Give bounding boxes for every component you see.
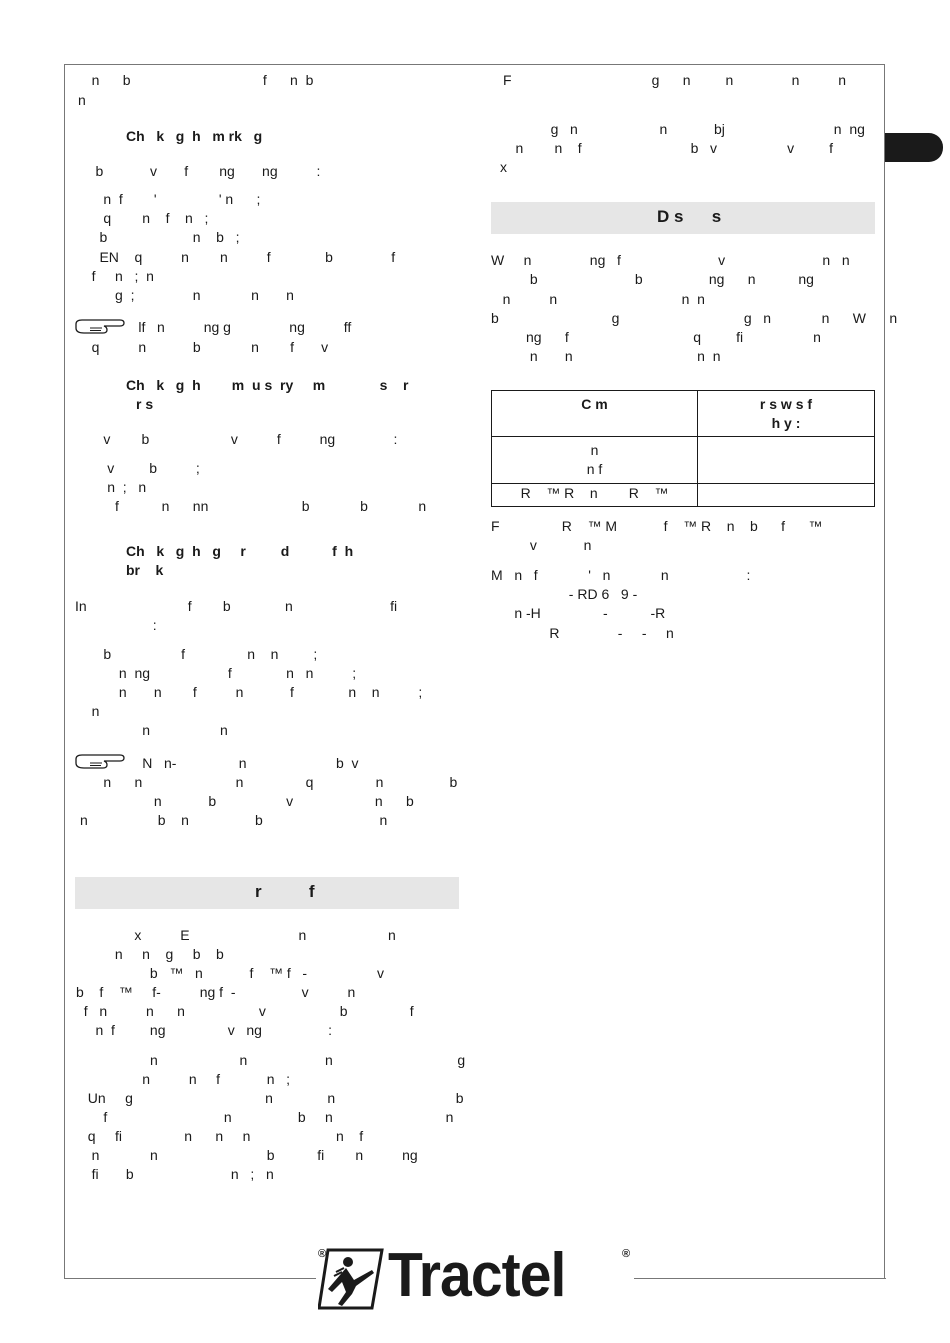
right-para1-2: b b ng n ng (491, 271, 814, 287)
section2-para-6: n f ng v ng : (76, 1022, 332, 1038)
list-item: n n n g (80, 1052, 466, 1068)
right-para1-6: n n n n (491, 348, 721, 364)
checking-marking-intro: b v f ng ng : (80, 163, 321, 179)
section2-para-1: x E n n (76, 927, 396, 943)
list-item: n ng f n n ; (80, 665, 357, 681)
table-cell: R ™ R n R ™ (492, 484, 698, 507)
list-item: n n (80, 722, 228, 738)
heading-checking-grd-line-1: Ch k g h g r d f h (126, 543, 354, 559)
table-row (492, 484, 875, 507)
frame-bottom-rule-left (64, 1278, 316, 1279)
registered-mark-left: ® (318, 1248, 327, 1260)
checking-grd-intro-2: : (75, 617, 157, 633)
heading-checking-mus-line-1: Ch k g h m u s ry m s r (126, 377, 409, 393)
right-para2-2: v n (491, 537, 592, 553)
note-line-1: N n- n b v (80, 755, 359, 771)
list-item: Un g n n b (80, 1090, 464, 1106)
table-cell: n n f (492, 437, 698, 484)
list-item: f n b n n (80, 1109, 454, 1125)
note-line-2: q n b n f v (80, 339, 329, 355)
list-item: b n b ; (80, 229, 240, 245)
list-item: EN q n n f b f (80, 249, 396, 265)
note-line-1: lf n ng g ng ff (80, 319, 352, 335)
section2-para-3: b ™ n f ™ f - v (76, 965, 385, 981)
list-item: n ; n (80, 479, 147, 495)
list-item: n n b fi n ng (80, 1147, 418, 1163)
list-item: q fi n n n n f (80, 1128, 364, 1144)
list-item: b f n n ; (80, 646, 318, 662)
heading-checking-marking: Ch k g h m rk g (126, 128, 263, 144)
registered-mark-right: ® (622, 1248, 631, 1260)
list-item: f n ; n (80, 268, 154, 284)
list-item: v b ; (80, 460, 200, 476)
note-line-3: n b v n b (80, 793, 414, 809)
note-line-4: n b n b n (80, 812, 388, 828)
list-item: g ; n n n (80, 287, 294, 303)
right-para3-1: M n f ' n n : (491, 567, 751, 583)
right-para1-4: b g g n n W n (491, 310, 898, 326)
table-header-cell: C m (492, 391, 698, 437)
right-para2-1: F R ™ M f ™ R n b f ™ (491, 518, 823, 534)
heading-checking-mus-line-2: r s (136, 396, 154, 412)
right-top-para-3: g n n bj n ng (500, 121, 865, 137)
list-item: n (80, 703, 100, 719)
checking-mus-intro: v b v f ng : (80, 431, 398, 447)
heading-checking-grd-line-2: br k (126, 562, 164, 578)
note-line-2: n n n q n b (80, 774, 458, 790)
compatibility-table (491, 390, 875, 507)
right-para1-3: n n n n (491, 291, 705, 307)
tractel-figure-logo-icon (318, 1248, 384, 1310)
intro-line-1: n b f n b (80, 72, 314, 88)
right-para1-5: ng f q fi n (491, 329, 821, 345)
right-para3-2: - RD 6 9 - (491, 586, 638, 602)
right-top-para-1: F g n n n n (503, 72, 847, 88)
section-title-left: r f (255, 882, 315, 901)
right-para3-4: R - - n (491, 625, 674, 641)
section2-para-5: f n n n v b f (76, 1003, 414, 1019)
table-cell (698, 437, 875, 484)
list-item: q n f n ; (80, 210, 209, 226)
list-item: f n nn b b n (80, 498, 427, 514)
table-cell (698, 484, 875, 507)
brand-name: Tractel (388, 1241, 566, 1310)
right-top-para-5: x (500, 159, 507, 175)
side-section-tab (885, 133, 943, 162)
right-para3-3: n -H - -R (491, 605, 666, 621)
section-title-right: D s s (657, 207, 722, 226)
table-header-row (492, 391, 875, 437)
list-item: fi b n ; n (80, 1166, 274, 1182)
section2-para-2: n n g b b (76, 946, 224, 962)
list-item: n n f n ; (80, 1071, 291, 1087)
section2-para-4: b f ™ f- ng f - v n (76, 984, 356, 1000)
checking-grd-intro-1: In f b n fi (75, 598, 398, 614)
list-item: n n f n f n n ; (80, 684, 423, 700)
list-item: n f ' ' n ; (80, 191, 261, 207)
right-top-para-4: n n f b v v f (500, 140, 833, 156)
table-header-cell: r s w s f h y : (698, 391, 875, 437)
intro-line-2: n (78, 92, 86, 108)
right-para1-1: W n ng f v n n (491, 252, 850, 268)
frame-bottom-rule-right (634, 1278, 886, 1279)
table-row (492, 437, 875, 484)
